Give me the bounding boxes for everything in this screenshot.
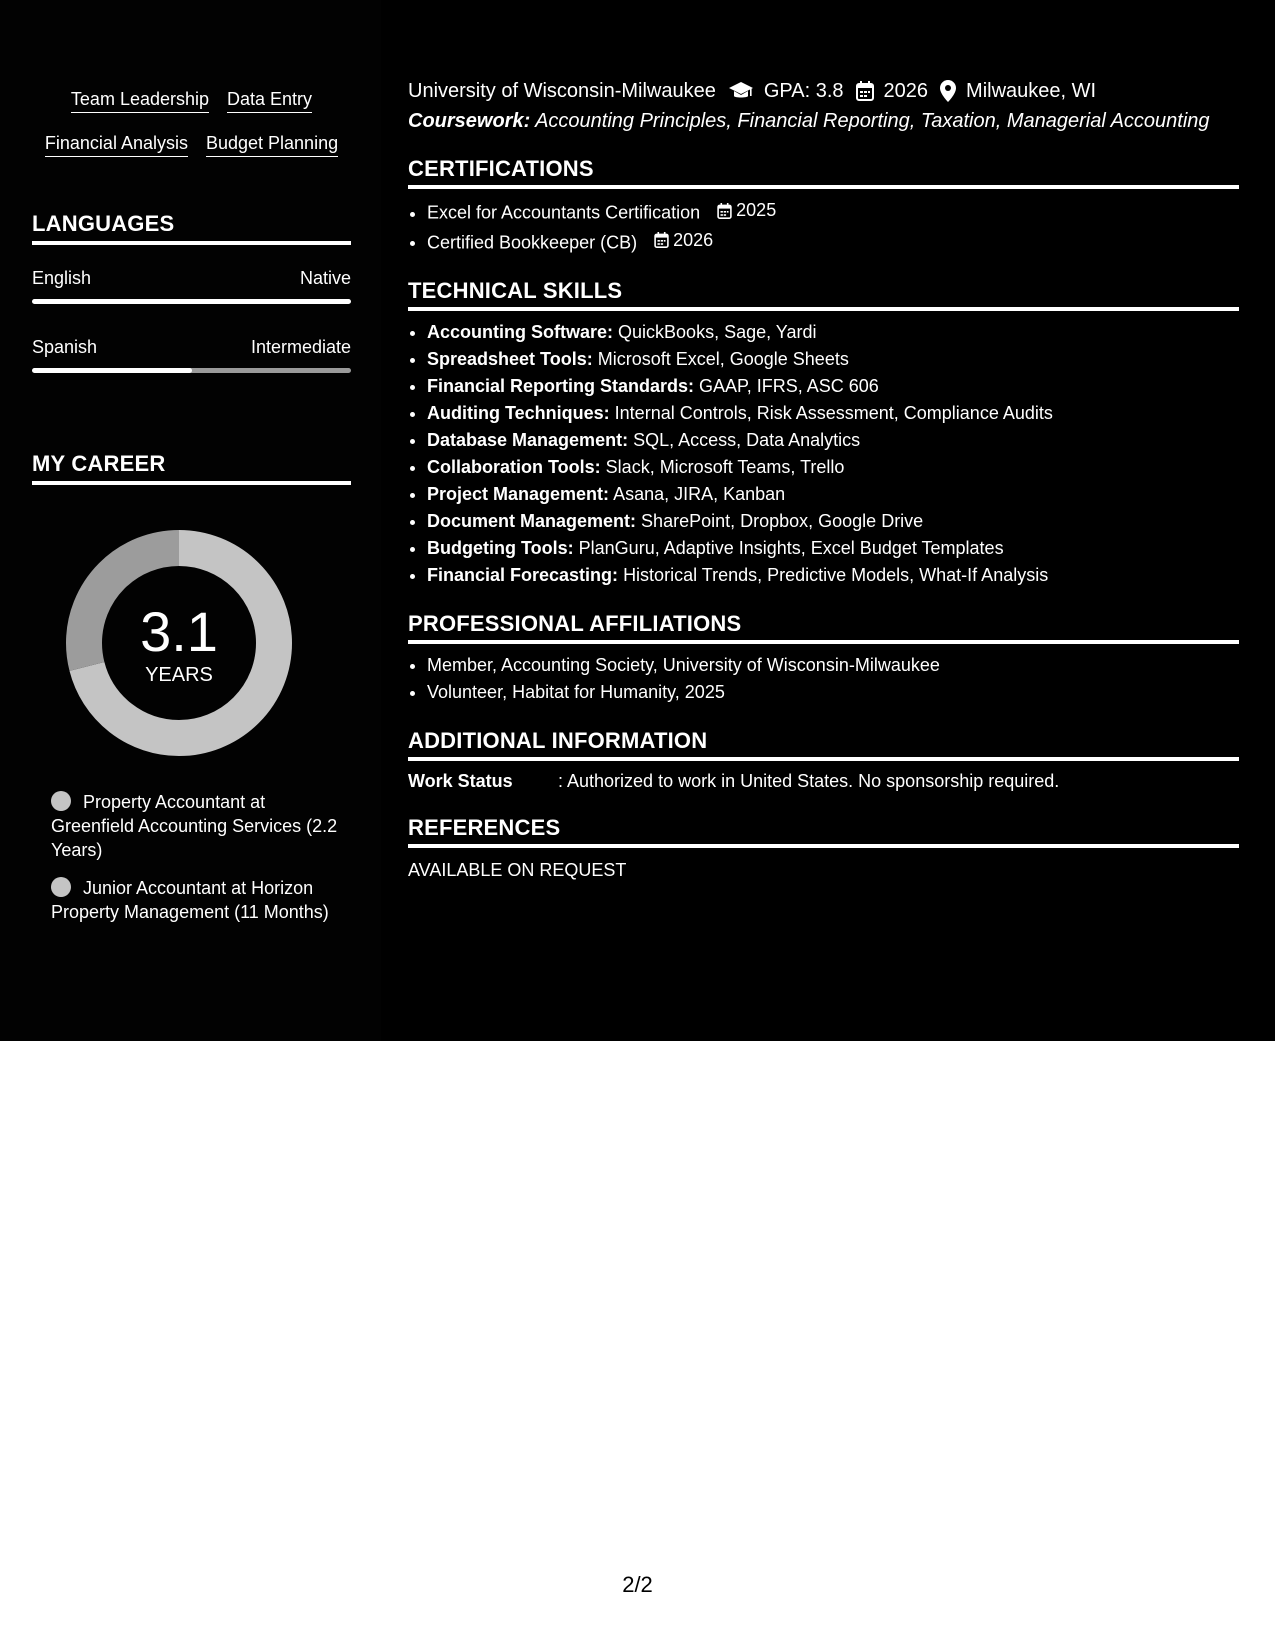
certifications-list	[408, 197, 1239, 256]
skill-tag: Budget Planning	[206, 132, 338, 157]
skill-category: Financial Reporting Standards:	[427, 376, 695, 396]
coursework	[408, 108, 1239, 134]
technical-skills-list	[408, 319, 1239, 589]
technical-skill-item	[427, 508, 1239, 535]
skill-category: Spreadsheet Tools:	[427, 349, 593, 369]
language-bar-fill	[32, 299, 351, 304]
technical-skill-item	[427, 535, 1239, 562]
main-content	[408, 78, 1239, 882]
education-line	[408, 78, 1239, 104]
skill-values: QuickBooks, Sage, Yardi	[618, 322, 817, 342]
certification-item	[427, 227, 1239, 257]
skill-tag: Data Entry	[227, 88, 312, 113]
technical-skill-item	[427, 346, 1239, 373]
technical-skill-item	[427, 400, 1239, 427]
career-list	[51, 790, 341, 938]
graduation-cap-icon	[728, 81, 754, 101]
language-name: English	[32, 268, 92, 288]
certification-year: 2025	[736, 200, 777, 220]
skill-category: Financial Forecasting:	[427, 565, 619, 585]
affiliations-heading: PROFESSIONAL AFFILIATIONS	[408, 611, 1239, 644]
certification-date	[654, 227, 713, 254]
career-text: Property Accountant at Greenfield Accounting Services (2.2 Years)	[51, 792, 338, 860]
career-item	[51, 790, 341, 862]
technical-skill-item	[427, 427, 1239, 454]
skill-category: Budgeting Tools:	[427, 538, 574, 558]
skill-category: Collaboration Tools:	[427, 457, 601, 477]
languages-heading: LANGUAGES	[32, 211, 351, 245]
language-level: Native	[299, 268, 351, 288]
affiliation-item: • Member, Accounting Society, University of Wisconsin-Milwaukee	[427, 652, 1239, 679]
coursework-label: Coursework:	[408, 110, 531, 132]
career-donut-chart	[66, 530, 292, 756]
skill-values: Internal Controls, Risk Assessment, Compliance Audits	[614, 403, 1053, 423]
skill-values: Microsoft Excel, Google Sheets	[597, 349, 849, 369]
career-dot-icon	[51, 877, 71, 897]
calendar-icon	[856, 81, 874, 101]
graduation-year: 2026	[883, 80, 929, 102]
technical-skill-item	[427, 454, 1239, 481]
language-bar-fill	[32, 368, 192, 373]
technical-skills-heading: TECHNICAL SKILLS	[408, 278, 1239, 311]
skill-category: Document Management:	[427, 511, 637, 531]
skill-values: SQL, Access, Data Analytics	[633, 430, 861, 450]
map-pin-icon	[940, 80, 956, 102]
skill-category: Auditing Techniques:	[427, 403, 610, 423]
additional-info-heading: ADDITIONAL INFORMATION	[408, 728, 1239, 761]
skill-values: GAAP, IFRS, ASC 606	[699, 376, 879, 396]
skill-tag: Financial Analysis	[45, 132, 188, 157]
certifications-heading: CERTIFICATIONS	[408, 156, 1239, 189]
skill-tags	[32, 88, 351, 176]
skill-values: Asana, JIRA, Kanban	[613, 484, 786, 504]
coursework-list: Accounting Principles, Financial Reporting, Taxation, Managerial Accounting	[535, 110, 1210, 132]
certification-date	[717, 197, 776, 224]
technical-skill-item	[427, 319, 1239, 346]
language-english	[32, 267, 351, 304]
language-name: Spanish	[32, 337, 98, 357]
career-text: Junior Accountant at Horizon Property Management (11 Months)	[51, 878, 329, 922]
calendar-icon	[654, 232, 669, 248]
certification-year: 2026	[673, 229, 714, 250]
certification-name: Excel for Accountants Certification	[427, 202, 701, 223]
affiliations-list	[408, 652, 1239, 706]
career-heading: MY CAREER	[32, 451, 351, 485]
skill-values: PlanGuru, Adaptive Insights, Excel Budget Templates	[578, 538, 1004, 558]
career-dot-icon	[51, 791, 71, 811]
language-level: Intermediate	[250, 337, 351, 357]
references-heading: REFERENCES	[408, 815, 1239, 848]
language-bar	[32, 299, 351, 304]
certification-name: Certified Bookkeeper (CB)	[427, 232, 638, 252]
skill-values: Historical Trends, Predictive Models, What-If Analysis	[623, 565, 1049, 585]
skill-tag: Team Leadership	[71, 88, 209, 113]
skill-category: Project Management:	[427, 484, 610, 504]
skill-category: Accounting Software:	[427, 322, 614, 342]
skill-category: Database Management:	[427, 430, 629, 450]
work-status-value: : Authorized to work in United States. No sponsorship required.	[558, 771, 1060, 791]
career-total-value: 3.1	[140, 600, 218, 663]
language-bar	[32, 368, 351, 373]
career-total-unit: YEARS	[145, 664, 213, 686]
skill-values: SharePoint, Dropbox, Google Drive	[641, 511, 924, 531]
page-number: 2/2	[622, 1572, 653, 1597]
affiliation-item: • Volunteer, Habitat for Humanity, 2025	[427, 679, 1239, 706]
language-spanish	[32, 336, 351, 373]
career-item	[51, 876, 341, 924]
technical-skill-item	[427, 373, 1239, 400]
skill-values: Slack, Microsoft Teams, Trello	[605, 457, 845, 477]
calendar-icon	[717, 203, 732, 219]
gpa: GPA: 3.8	[763, 80, 844, 102]
school-name: University of Wisconsin-Milwaukee	[408, 80, 716, 102]
technical-skill-item	[427, 481, 1239, 508]
certification-item	[427, 197, 1239, 227]
work-status-row	[408, 769, 1239, 793]
technical-skill-item	[427, 562, 1239, 589]
sidebar	[0, 0, 381, 1041]
work-status-label: Work Status	[408, 771, 513, 791]
references-text: AVAILABLE ON REQUEST	[408, 860, 627, 880]
location: Milwaukee, WI	[966, 80, 1097, 102]
